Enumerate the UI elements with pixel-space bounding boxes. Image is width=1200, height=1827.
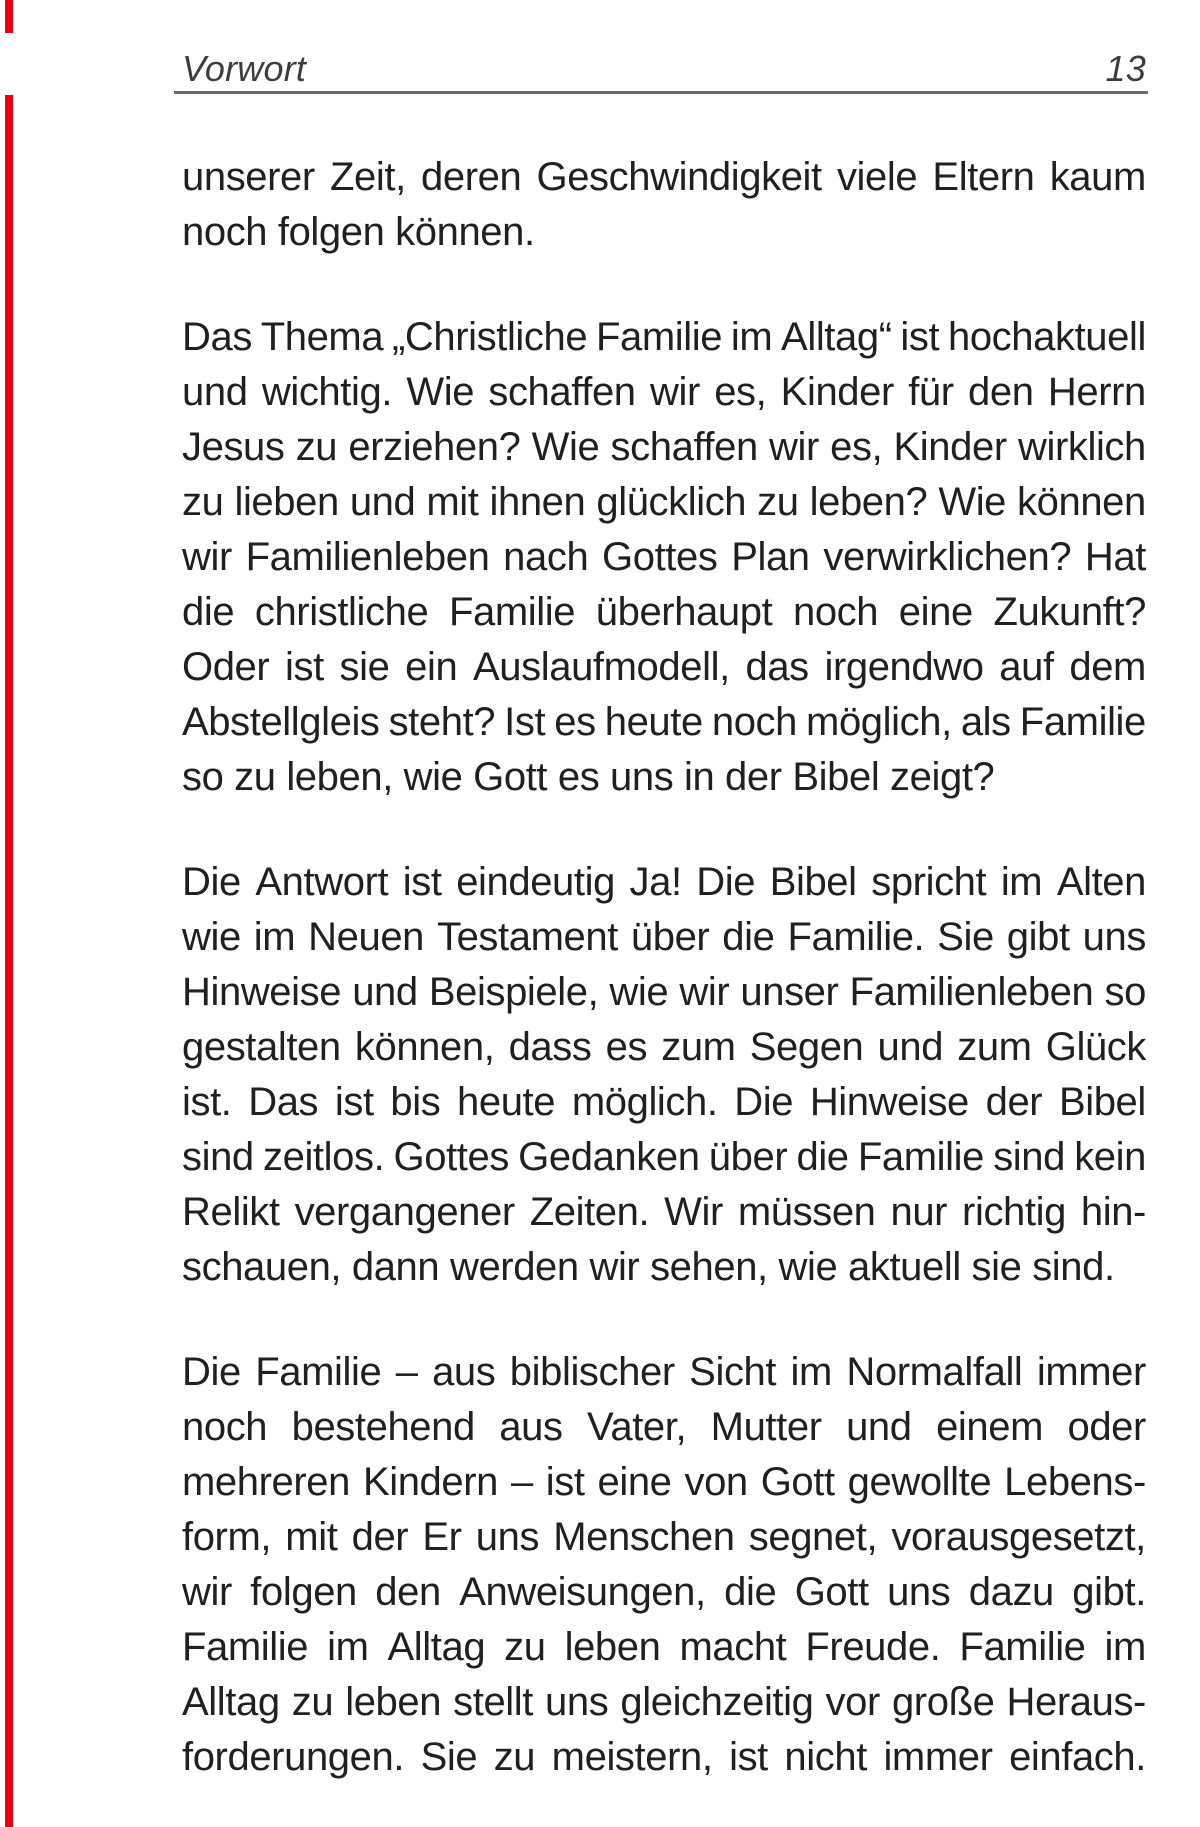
paragraph xyxy=(182,1345,1146,1785)
running-header xyxy=(182,50,1146,88)
text-line: Oder ist sie ein Auslaufmodell, das irgendwo auf dem xyxy=(182,645,1146,689)
text-line: unserer Zeit, deren Geschwindigkeit viele Eltern kaum xyxy=(182,155,1146,199)
text-line: Das Thema „Christliche Familie im Alltag“ ist hochaktuell xyxy=(182,315,1146,359)
body-text xyxy=(182,150,1146,1827)
text-line: forderungen. Sie zu meistern, ist nicht immer einfach. xyxy=(182,1735,1146,1779)
text-line: wie im Neuen Testament über die Familie. Sie gibt uns xyxy=(182,915,1146,959)
paragraph xyxy=(182,310,1146,805)
text-line: ist. Das ist bis heute möglich. Die Hinweise der Bibel xyxy=(182,1080,1146,1124)
paragraph xyxy=(182,855,1146,1295)
text-line: Die Antwort ist eindeutig Ja! Die Bibel spricht im Alten xyxy=(182,860,1146,904)
text-line: wir folgen den Anweisungen, die Gott uns dazu gibt. xyxy=(182,1570,1146,1614)
text-line: wir Familienleben nach Gottes Plan verwirklichen? Hat xyxy=(182,535,1146,579)
text-line: Die Familie – aus biblischer Sicht im Normalfall immer xyxy=(182,1350,1146,1394)
text-line: Abstellgleis steht? Ist es heute noch möglich, als Familie xyxy=(182,700,1146,744)
text-line: sind zeitlos. Gottes Gedanken über die Familie sind kein xyxy=(182,1135,1146,1179)
red-page-edge-mark-top xyxy=(5,0,13,33)
header-rule xyxy=(174,91,1148,94)
text-line: zu lieben und mit ihnen glücklich zu leben? Wie können xyxy=(182,480,1146,524)
text-line: Familie im Alltag zu leben macht Freude. Familie im xyxy=(182,1625,1146,1669)
page-number: 13 xyxy=(1105,48,1146,89)
text-line: schauen, dann werden wir sehen, wie aktuell sie sind. xyxy=(182,1245,1115,1289)
text-line: gestalten können, dass es zum Segen und zum Glück xyxy=(182,1025,1146,1069)
text-line: Jesus zu erziehen? Wie schaffen wir es, Kinder wirklich xyxy=(182,425,1146,469)
text-line: die christliche Familie überhaupt noch eine Zukunft? xyxy=(182,590,1146,634)
text-line: Relikt vergangener Zeiten. Wir müssen nur richtig hin- xyxy=(182,1190,1146,1234)
header-title: Vorwort xyxy=(182,48,307,89)
paragraph xyxy=(182,150,1146,260)
text-line: form, mit der Er uns Menschen segnet, vorausgesetzt, xyxy=(182,1515,1146,1559)
red-page-edge-mark xyxy=(5,95,13,1827)
text-line: noch folgen können. xyxy=(182,210,535,254)
text-line: so zu leben, wie Gott es uns in der Bibel zeigt? xyxy=(182,755,995,799)
text-line: Alltag zu leben stellt uns gleichzeitig vor große Heraus- xyxy=(182,1680,1146,1724)
text-line: und wichtig. Wie schaffen wir es, Kinder für den Herrn xyxy=(182,370,1146,414)
text-line: mehreren Kindern – ist eine von Gott gewollte Lebens- xyxy=(182,1460,1146,1504)
text-line: noch bestehend aus Vater, Mutter und einem oder xyxy=(182,1405,1146,1449)
text-line: Hinweise und Beispiele, wie wir unser Familienleben so xyxy=(182,970,1146,1014)
